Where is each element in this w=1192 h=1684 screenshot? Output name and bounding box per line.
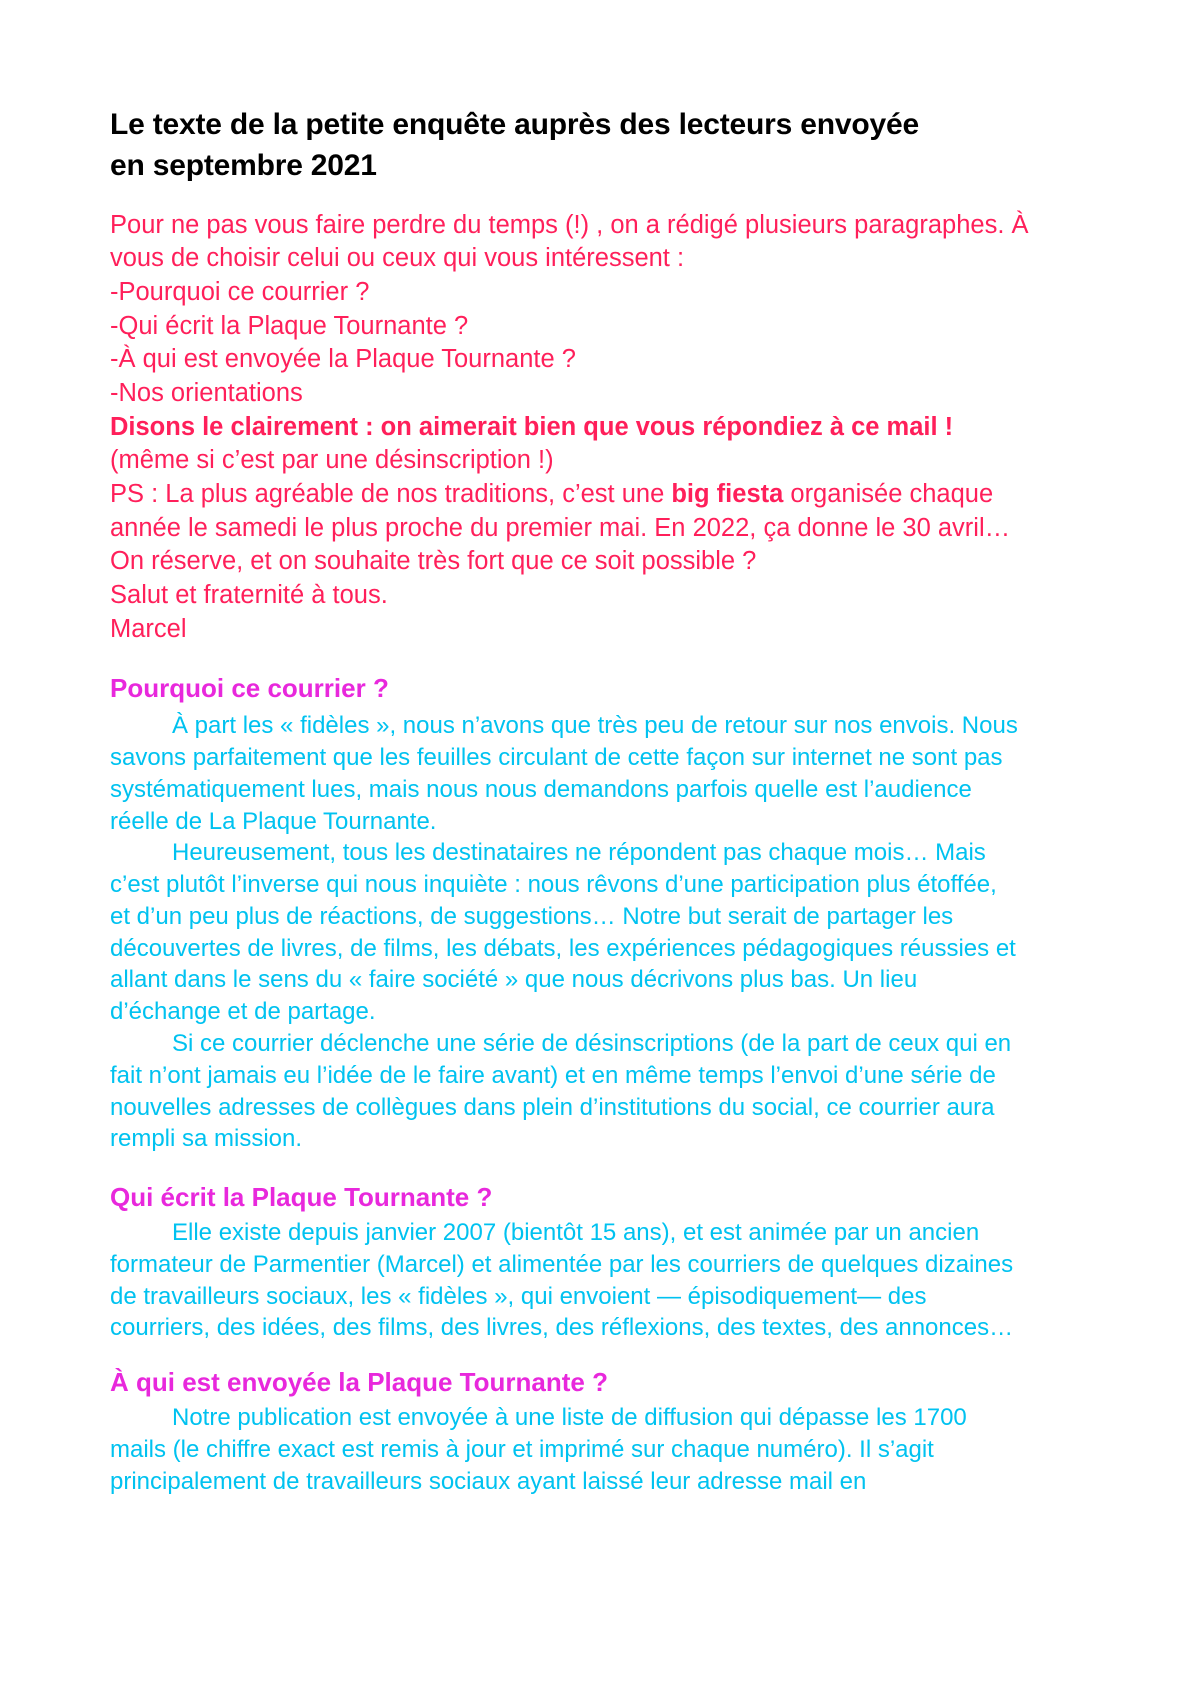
section-a-qui-envoyee: [110, 1366, 1084, 1497]
section-body: [110, 710, 1020, 1155]
section-pourquoi-ce-courrier: [110, 672, 1084, 1155]
intro-line-4: -À qui est envoyée la Plaque Tournante ?: [110, 345, 576, 374]
ps-before: PS : La plus agréable de nos traditions, c’est une: [110, 480, 672, 509]
intro-signature: Marcel: [110, 614, 187, 643]
paragraph: Heureusement, tous les destinataires ne répondent pas chaque mois… Mais c’est plutôt l’inverse qui nous inquiète : nous rêvons d’une participation plus étoffée, et d’un peu plus de réactions, de suggestions… Notre but serait de partager les découvertes de livres, de films, les débats, les expériences pédagogiques réussies et allant dans le sens du « faire société » que nous décrivons plus bas. Un lieu d’échange et de partage.: [110, 839, 1016, 1026]
section-body: [110, 1402, 1020, 1497]
paragraph: Elle existe depuis janvier 2007 (bientôt 15 ans), et est animée par un ancien formateur de Parmentier (Marcel) et alimentée par les courriers de quelques dizaines de travailleurs sociaux, les « fidèles », qui envoient — épisodiquement— des courriers, des idées, des films, des livres, des réflexions, des textes, des annonces…: [110, 1219, 1014, 1342]
intro-line-3: -Qui écrit la Plaque Tournante ?: [110, 311, 469, 340]
paragraph: Si ce courrier déclenche une série de désinscriptions (de la part de ceux qui en fait n’ont jamais eu l’idée de le faire avant) et en même temps l’envoi d’une série de nouvelles adresses de collègues dans plein d’institutions du social, ce courrier aura rempli sa mission.: [110, 1030, 1012, 1153]
intro-postscript: [110, 478, 1030, 579]
ps-after: organisée chaque année le samedi le plus proche du premier mai. En 2022, ça donne le 30 avril… On réserve, et on souhaite très fort que ce soit possible ?: [110, 480, 1011, 576]
intro-block: [110, 209, 1030, 647]
intro-closing: Salut et fraternité à tous.: [110, 581, 388, 609]
intro-call-bold: Disons le clairement : on aimerait bien que vous répondiez à ce mail !: [110, 412, 954, 441]
intro-line-5: -Nos orientations: [110, 379, 303, 408]
intro-line-2: -Pourquoi ce courrier ?: [110, 278, 370, 307]
paragraph: À part les « fidèles », nous n’avons que très peu de retour sur nos envois. Nous savons parfaitement que les feuilles circulant de cette façon sur internet ne sont pas systématiquement lues, mais nous nous demandons parfois quelle est l’audience réelle de La Plaque Tournante.: [110, 712, 1018, 835]
intro-call-tail: (même si c’est par une désinscription !): [110, 446, 554, 475]
page-title: Le texte de la petite enquête auprès des lecteurs envoyée en septembre 2021: [110, 108, 919, 183]
intro-line-1: Pour ne pas vous faire perdre du temps (!) , on a rédigé plusieurs paragraphes. À vous de choisir celui ou ceux qui vous intéressent :: [110, 210, 1029, 273]
paragraph: Notre publication est envoyée à une liste de diffusion qui dépasse les 1700 mails (le chiffre exact est remis à jour et imprimé sur chaque numéro). Il s’agit principalement de travailleurs sociaux ayant laissé leur adresse mail en: [110, 1404, 967, 1495]
ps-bold: big fiesta: [671, 480, 784, 509]
section-qui-ecrit: [110, 1181, 1084, 1344]
intro-call-to-action: [110, 411, 1030, 478]
section-heading: À qui est envoyée la Plaque Tournante ?: [110, 1367, 608, 1398]
section-body: [110, 1217, 1020, 1344]
section-heading: Qui écrit la Plaque Tournante ?: [110, 1182, 493, 1213]
section-heading: Pourquoi ce courrier ?: [110, 673, 389, 704]
